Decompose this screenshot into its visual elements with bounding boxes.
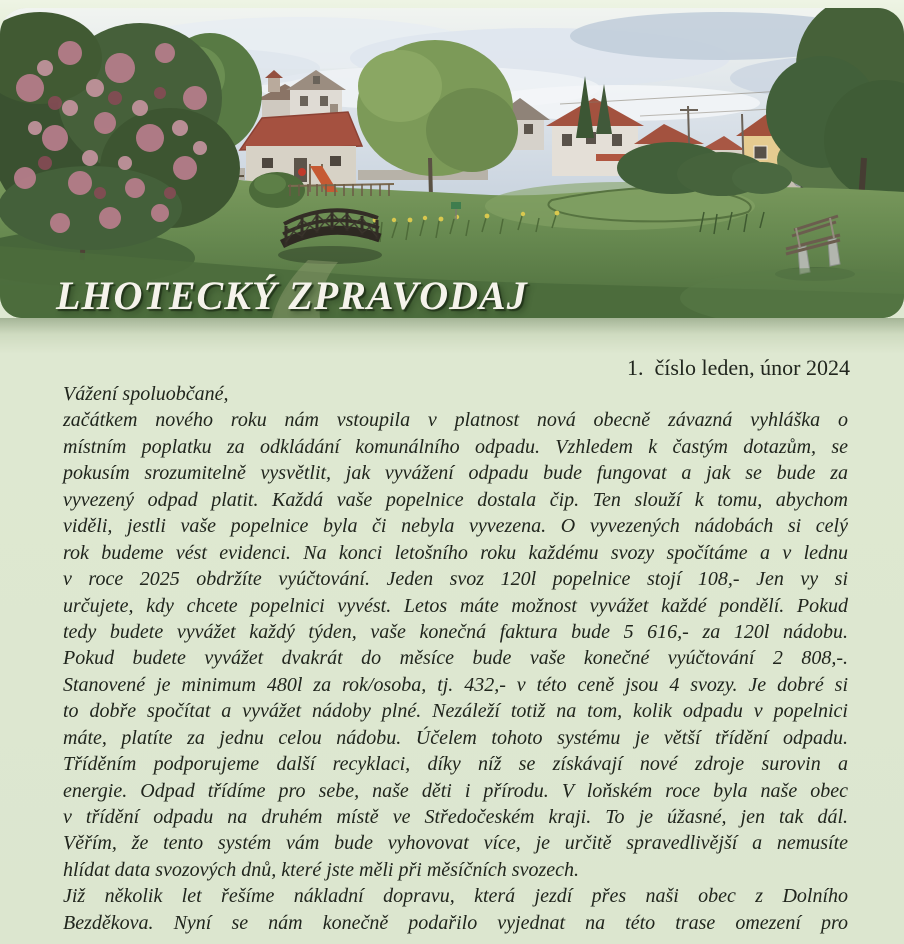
article-line: Již několik let řešíme nákladní dopravu, která jezdí přes naši obec z Dolního bbox=[63, 885, 848, 908]
article-line: určujete, kdy chcete popelnici vyvést. Letos máte možnost vyvážet každé pondělí. Pokud bbox=[63, 594, 848, 617]
article-line: v roce 2025 obdržíte vyúčtování. Jeden svoz 120l popelnice stojí 108,- Jen vy si bbox=[63, 568, 848, 591]
article-line: Tříděním podporujeme další recyklaci, díky níž se získávají nové zdroje surovin a bbox=[63, 753, 848, 776]
article-line: pokusím srozumitelně vysvětlit, jak vyvážení odpadu bude fungovat a jak se bude za bbox=[63, 462, 848, 485]
article-line: to dobře spočítat a vyvážet nádoby plné. Nezáleží totiž na tom, kolik odpadu v popelnici bbox=[63, 700, 848, 723]
article-line: Pokud budete vyvážet dvakrát do měsíce bude vaše konečné vyúčtování 2 808,-. bbox=[63, 647, 848, 670]
article-line: rok budeme vést evidenci. Na konci letošního roku každému svozy spočítáme a v lednu bbox=[63, 541, 848, 564]
article-line: Stanovené je minimum 480l za rok/osoba, tj. 432,- v této ceně jsou 4 svozy. Je dobré si bbox=[63, 673, 848, 696]
article-line: vyvezený odpad platit. Každá vaše popelnice dostala čip. Ten slouží k tomu, abychom bbox=[63, 488, 848, 511]
article-line: začátkem nového roku nám vstoupila v platnost nová obecně závazná vyhláška o bbox=[63, 409, 848, 432]
article-line: máte, platíte za jednu celou nádobu. Účelem tohoto systému je větší třídění odpadu. bbox=[63, 726, 848, 749]
issue-line: 1. číslo leden, únor 2024 bbox=[626, 355, 850, 380]
article-line: Vážení spoluobčané, bbox=[63, 383, 229, 405]
photo-reflection bbox=[0, 318, 904, 354]
masthead-title: LHOTECKÝ ZPRAVODAJ bbox=[56, 273, 528, 318]
masthead-photo bbox=[0, 8, 904, 318]
article-line: tedy budete vyvážet každý týden, vaše konečná faktura bude 5 616,- za 120l nádobu. bbox=[63, 620, 848, 643]
article-line: energie. Odpad třídíme pro sebe, naše děti i přírodu. V loňském roce byla naše obec bbox=[63, 779, 848, 802]
article-line: v třídění odpadu na druhém místě ve Středočeském kraji. To je úžasné, jen tak dál. bbox=[63, 806, 848, 828]
village-photo bbox=[0, 8, 904, 318]
article-line: Věřím, že tento systém vám bude vyhovovat více, je určitě spravedlivější a nemusíte bbox=[63, 832, 848, 855]
article-line: hlídat data svozových dnů, které jste měli při měsíčních svozech. bbox=[63, 858, 579, 881]
article-line: místním poplatku za odkládání komunálního odpadu. Vzhledem k častým dotazům, se bbox=[63, 435, 848, 458]
article-body bbox=[0, 381, 904, 936]
newsletter-page bbox=[0, 8, 904, 944]
article-line: Bezděkova. Nyní se nám konečně podařilo vyjednat na této trase omezení pro bbox=[63, 911, 848, 934]
article-line: viděli, jestli vaše popelnice byla či nebyla vyvezena. O vyvezených nádobách si celý bbox=[63, 515, 848, 538]
